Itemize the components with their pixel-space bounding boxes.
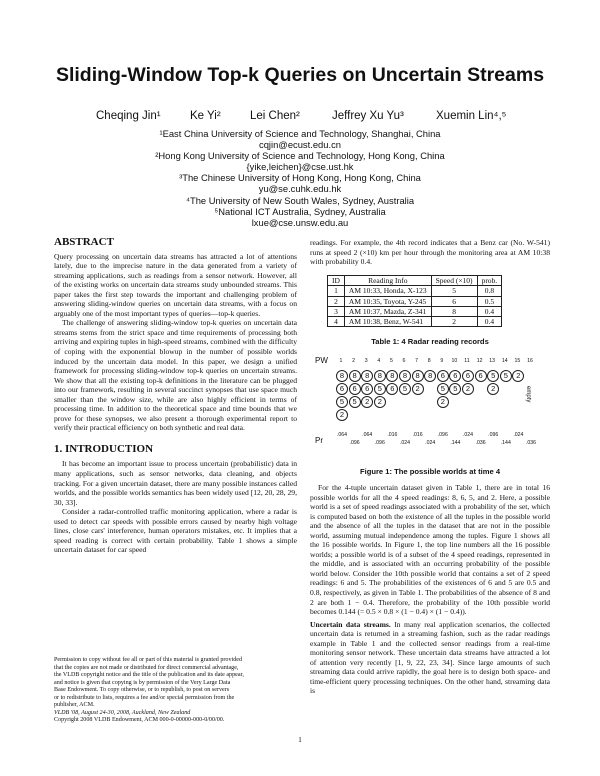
- table-row: [328, 296, 502, 306]
- world-number: 16: [527, 358, 533, 364]
- world-number: 2: [352, 358, 356, 364]
- world-number: 14: [501, 358, 508, 364]
- speed-reading-circle: 5: [437, 383, 449, 395]
- speed-reading-circle: 8: [336, 370, 348, 382]
- page-number: 1: [298, 735, 302, 744]
- email-4: lxue@cse.unsw.edu.au: [251, 216, 349, 228]
- affiliation-1: ¹East China University of Science and Technology, Shanghai, China: [159, 128, 441, 139]
- world-probability: .144: [500, 440, 511, 446]
- affiliations: [0, 128, 600, 228]
- speed-reading-circle: 2: [361, 396, 373, 408]
- speed-reading-circle: 6: [462, 370, 474, 382]
- footnote-venue: VLDB '08, August 24-30, 2008, Auckland, New Zealand: [54, 709, 191, 716]
- right-paragraph-1: For the 4-tuple uncertain dataset given in Table 1, there are in total 16 possible worlds for all the 4 speed readings: 8, 6, 5, and 2. Here, a possible world is a set of speed readings associated with a probability of the set, which is computed based on both the existence of all the tuples in the possible world and the absence of all the tuples in the dataset that are not in the possible world, assuming mutual independence among the tuples. Figure 1 shows all the 16 possible worlds. In Figure 1, the top line numbers all the 16 possible worlds; a possible world is of a subset of the 4 speed readings, represented in the middle, and is associated with an occurring probability of the possible world below. Consider the 10th possible world that contains a set of 2 speed readings: 6 and 5. The probabilities of the existences of 6 and 5 are 0.5 and 0.8, respectively, as given in Table 1. The probabilities of the absence of 8 and 2 are both 1 − 0.4. Therefore, the probability of the 10th possible world becomes 0.144 (= 0.5 × 0.8 × (1 − 0.4) × (1 − 0.4)).: [310, 483, 550, 617]
- world-number: 7: [415, 358, 419, 364]
- left-column: [54, 238, 297, 555]
- world-probability: .016: [412, 432, 423, 438]
- possible-worlds-figure: [312, 352, 552, 467]
- world-number: 13: [489, 358, 496, 364]
- table-cell: AM 10:37, Mazda, Z-341: [344, 306, 431, 316]
- world-number: 1: [339, 358, 343, 364]
- speed-reading-circle: 2: [437, 396, 449, 408]
- table-cell: 2: [328, 296, 345, 306]
- right-paragraph-0: readings. For example, the 4th record indicates that a Benz car (No. W-541) runs at speed 2 (×10) km per hour through the monitoring area at AM 10:38 with probability 0.4.: [310, 238, 550, 267]
- pr-label: Pr: [315, 436, 323, 445]
- speed-reading-circle: 6: [449, 370, 461, 382]
- world-number: 6: [402, 358, 406, 364]
- speed-reading-circle: 5: [349, 396, 361, 408]
- speed-reading-circle: 5: [374, 383, 386, 395]
- footnote-line: the VLDB copyright notice and the title of the publication and its date appear,: [54, 672, 244, 678]
- footnote: [54, 657, 297, 725]
- world-number: 10: [451, 358, 458, 364]
- table-header: Reading Info: [344, 276, 431, 286]
- table-header: Speed (×10): [431, 276, 477, 286]
- affiliation-3: ³The Chinese University of Hong Kong, Hong Kong, China: [179, 172, 421, 184]
- world-probability: .064: [362, 432, 373, 438]
- speed-reading-circle: 5: [500, 370, 512, 382]
- speed-reading-circle: 5: [336, 396, 348, 408]
- table-cell: 5: [431, 286, 477, 296]
- table-cell: 0.4: [477, 317, 502, 327]
- world-probability: .024: [399, 440, 411, 446]
- speed-reading-circle: 6: [349, 383, 361, 395]
- world-probability: .024: [425, 440, 436, 446]
- table-row: [328, 306, 502, 316]
- radar-table: [327, 275, 502, 327]
- speed-reading-circle: 2: [374, 396, 386, 408]
- world-probability: .096: [349, 440, 360, 446]
- table-cell: AM 10:35, Toyota, Y-245: [344, 296, 431, 306]
- table-cell: 0.4: [477, 306, 502, 316]
- world-probability: .036: [475, 440, 486, 446]
- author-1: Cheqing Jin¹: [96, 110, 161, 122]
- intro-heading: 1. INTRODUCTION: [54, 442, 154, 455]
- intro-paragraph-2: Consider a radar-controlled traffic monitoring application, where a radar is used to detect car speeds with possible errors caused by nearby high voltage lines, close cars' interference, human operators mistakes, etc. It implies that a speed reading is correct with certain probability. Table 1 shows a simple uncertain dataset for car speed: [54, 507, 297, 555]
- world-number: 8: [427, 358, 431, 364]
- intro-paragraph-1: It has become an important issue to process uncertain (probabilistic) data in many applications, such as sensor networks, data cleaning, and objects tracking. For a given uncertain dataset, there are many possible instances called worlds, and the possible worlds semantics has been widely used [12, 20, 28, 29, 30, 33].: [54, 459, 297, 507]
- world-number: 5: [389, 358, 393, 364]
- abstract-heading: ABSTRACT: [54, 236, 114, 248]
- world-probability: .096: [437, 432, 448, 438]
- world-probability: .144: [450, 440, 461, 446]
- world-number: 3: [364, 358, 368, 364]
- footnote-copyright: Copyright 2008 VLDB Endowment, ACM 000-0-00000-000-0/00/00.: [54, 717, 225, 723]
- table-cell: 0.5: [477, 296, 502, 306]
- speed-reading-circle: 6: [475, 370, 487, 382]
- speed-reading-circle: 8: [361, 370, 373, 382]
- world-probability: .024: [513, 432, 524, 438]
- speed-reading-circle: 6: [336, 383, 348, 395]
- table-cell: AM 10:38, Benz, W-541: [344, 317, 431, 327]
- speed-reading-circle: 6: [437, 370, 449, 382]
- speed-reading-circle: 5: [487, 370, 499, 382]
- email-2: {yike,leichen}@cse.ust.hk: [246, 161, 354, 173]
- table-header: ID: [328, 276, 345, 286]
- table-cell: 3: [328, 306, 345, 316]
- figure-caption: Figure 1: The possible worlds at time 4: [359, 467, 501, 476]
- footnote-line: Base Endowment. To copy otherwise, or to republish, to post on servers: [54, 687, 230, 693]
- table-header: prob.: [477, 276, 502, 286]
- table-cell: AM 10:33, Honda, X-123: [344, 286, 431, 296]
- speed-reading-circle: 2: [487, 383, 499, 395]
- speed-reading-circle: 2: [512, 370, 524, 382]
- table-cell: 2: [431, 317, 477, 327]
- footnote-line: and notice is given that copying is by permission of the Very Large Data: [54, 679, 231, 686]
- footnote-line: Permission to copy without fee all or part of this material is granted provided: [54, 657, 243, 663]
- speed-reading-circle: 8: [349, 370, 361, 382]
- affiliation-4: ⁴The University of New South Wales, Sydney, Australia: [185, 194, 415, 206]
- speed-reading-circle: 5: [449, 383, 461, 395]
- world-probability: .036: [525, 440, 537, 446]
- world-number: 9: [440, 358, 444, 364]
- empty-label: empty: [525, 386, 531, 403]
- pw-label: PW: [315, 356, 328, 365]
- speed-reading-circle: 6: [386, 383, 398, 395]
- right-paragraph-2: [310, 620, 550, 696]
- footnote-line: that the copies are not made or distributed for direct commercial advantage,: [54, 664, 239, 671]
- speed-reading-circle: 2: [336, 409, 348, 421]
- world-probability: .096: [374, 440, 385, 446]
- author-2: Ke Yi²: [190, 110, 221, 122]
- world-probability: .096: [488, 432, 499, 438]
- table-cell: 0.8: [477, 286, 502, 296]
- footnote-line: publisher, ACM.: [54, 702, 95, 708]
- speed-reading-circle: 8: [374, 370, 386, 382]
- email-1: cqjin@ecust.edu.cn: [259, 139, 341, 151]
- speed-reading-circle: 2: [412, 383, 424, 395]
- right-body: [310, 483, 550, 696]
- table-row: [328, 317, 502, 327]
- affiliation-5: ⁵National ICT Australia, Sydney, Australia: [214, 205, 386, 217]
- author-3: Lei Chen²: [250, 110, 300, 122]
- table-caption: Table 1: 4 Radar reading records: [371, 337, 489, 346]
- uncertain-streams-text: In many real application scenarios, the collected uncertain data is returned in a streaming fashion, such as the radar readings example in Table 1 and the collected sensor readings from a real-time monitoring sensor network. These uncertain data streams have attracted a lot of attention very recently [1, 9, 22, 23, 34]. Since large amounts of such streaming data could arrive rapidly, the goal here is to design both space- and time-efficient query processing techniques. On the other hand, streaming data is: [310, 619, 550, 696]
- speed-reading-circle: 8: [424, 370, 436, 382]
- speed-reading-circle: 8: [386, 370, 398, 382]
- uncertain-streams-lead: Uncertain data streams.: [310, 619, 391, 629]
- table-cell: 8: [431, 306, 477, 316]
- speed-reading-circle: 5: [399, 383, 411, 395]
- world-probability: .024: [462, 432, 474, 438]
- table-cell: 4: [328, 317, 345, 327]
- world-number: 11: [464, 358, 470, 364]
- author-5: Xuemin Lin⁴,⁵: [436, 110, 507, 122]
- abstract-paragraph-2: The challenge of answering sliding-window top-k queries on uncertain data streams stems from the strict space and time requirements of processing both arriving and expiring tuples in high-speed streams, combined with the difficulty of coping with the exponential blowup in the number of possible worlds induced by the uncertain data model. In this paper, we design a unified framework for processing sliding-window top-k queries on uncertain streams. We show that all the existing top-k definitions in the literature can be plugged into our framework, resulting in several succinct synopses that use space much smaller than the window size, while are also highly efficient in terms of processing time. In addition to the theoretical space and time bounds that we prove for these synopses, we also present a thorough experimental report to verify their practical efficiency on both synthetic and real data.: [54, 318, 297, 433]
- abstract-paragraph-1: Query processing on uncertain data streams has attracted a lot of attentions lately, due to the imprecise nature in the data generated from a variety of streaming applications, such as readings from a sensor network. However, all of the existing works on uncertain data streams study unbounded streams. This paper takes the first step towards the important and challenging problem of answering sliding-window queries on uncertain data streams, with a focus on arguably one of the most important types of queries—top-k queries.: [54, 251, 297, 318]
- footnote-line: or to redistribute to lists, requires a fee and/or special permission from the: [54, 694, 235, 701]
- speed-reading-circle: 2: [462, 383, 474, 395]
- speed-reading-circle: 6: [361, 383, 373, 395]
- world-number: 4: [377, 358, 381, 364]
- table-cell: 1: [328, 286, 345, 296]
- radar-table-wrap: [327, 275, 502, 327]
- speed-reading-circle: 8: [412, 370, 424, 382]
- speed-reading-circle: 8: [399, 370, 411, 382]
- world-probability: .016: [387, 432, 398, 438]
- email-3: yu@se.cuhk.edu.hk: [258, 183, 342, 195]
- author-4: Jeffrey Xu Yu³: [332, 110, 404, 122]
- world-number: 15: [514, 358, 521, 364]
- paper-title: Sliding-Window Top-k Queries on Uncertain Streams: [55, 64, 545, 86]
- world-number: 12: [476, 358, 483, 364]
- affiliation-2: ²Hong Kong University of Science and Technology, Hong Kong, China: [155, 150, 445, 162]
- table-row: [328, 286, 502, 296]
- world-probability: .064: [336, 432, 348, 438]
- table-cell: 6: [431, 296, 477, 306]
